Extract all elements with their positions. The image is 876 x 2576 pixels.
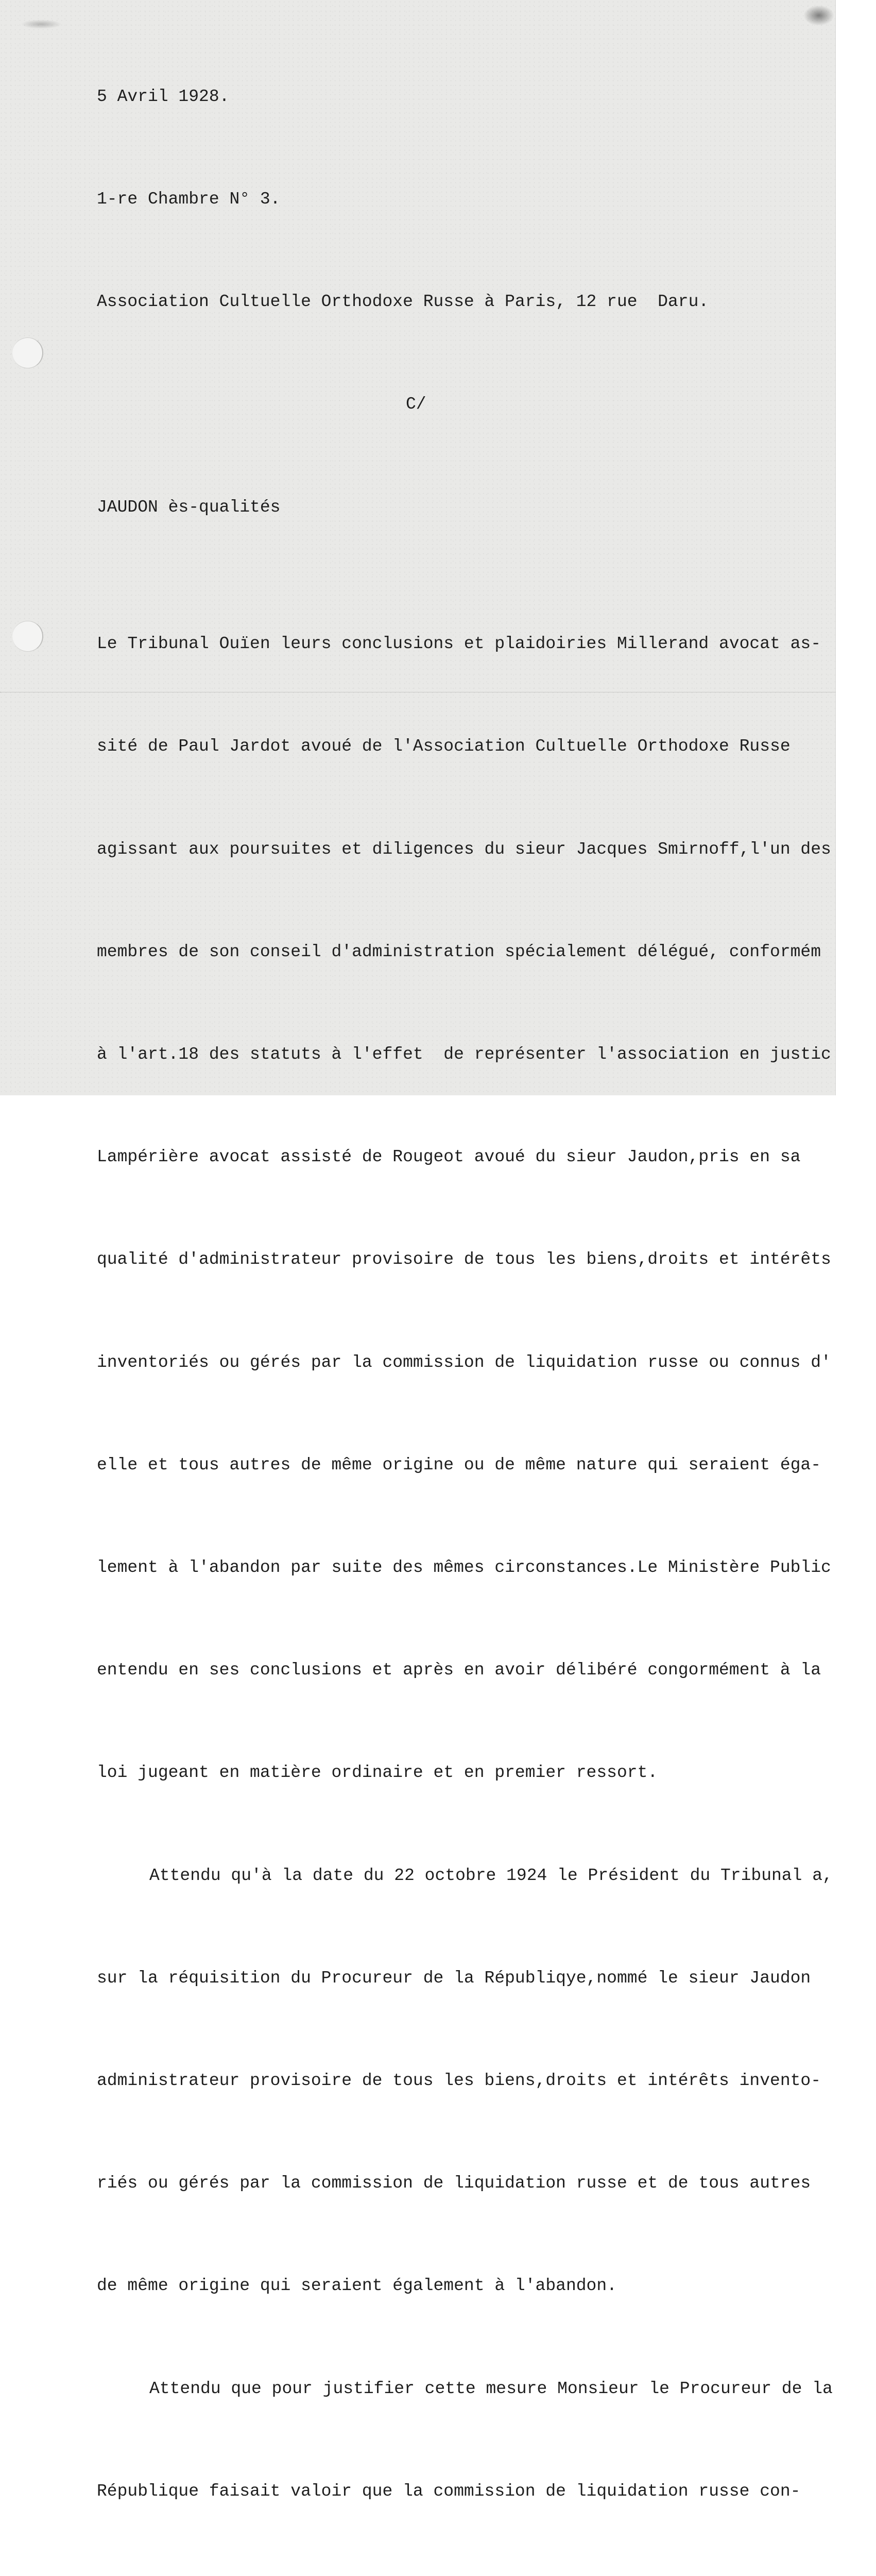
text-line: Le Tribunal Ouïen leurs conclusions et plaidoiries Millerand avocat as- [97, 634, 821, 654]
punch-hole [12, 337, 43, 368]
text-line: riés ou gérés par la commission de liquidation russe et de tous autres [97, 2174, 811, 2193]
text-line: inventoriés ou gérés par la commission de liquidation russe ou connus d' [97, 1352, 831, 1372]
text-line: sité de Paul Jardot avoué de l'Association Cultuelle Orthodoxe Russe [97, 737, 791, 756]
text-line: qualité d'administrateur provisoire de tous les biens,droits et intérêts [97, 1250, 831, 1269]
chamber-number: 1-re Chambre N° 3. [97, 190, 281, 209]
punch-hole [12, 621, 43, 652]
scan-margin [835, 0, 876, 1095]
text-line: loi jugeant en matière ordinaire et en premier ressort. [97, 1763, 658, 1783]
text-line: Lampérière avocat assisté de Rougeot avoué du sieur Jaudon,pris en sa [97, 1147, 801, 1167]
ink-smudge [21, 20, 62, 29]
text-line: à l'art.18 des statuts à l'effet de représenter l'association en justic [97, 1045, 831, 1064]
text-line: lement à l'abandon par suite des mêmes circonstances.Le Ministère Public [97, 1558, 831, 1578]
text-line: agissant aux poursuites et diligences du sieur Jacques Smirnoff,l'un des [97, 839, 831, 859]
versus-mark: C/ [406, 395, 426, 414]
defendant-name: JAUDON ès-qualités [97, 497, 281, 517]
text-line: entendu en ses conclusions et après en avoir délibéré congormément à la [97, 1660, 821, 1680]
text-line: membres de son conseil d'administration spécialement délégué, conformém [97, 942, 821, 961]
document-date: 5 Avril 1928. [97, 87, 230, 106]
text-line: de même origine qui seraient également à l'abandon. [97, 2276, 617, 2296]
text-line: sur la réquisition du Procureur de la Républiqye,nommé le sieur Jaudon [97, 1968, 811, 1988]
text-line: République faisait valoir que la commission de liquidation russe con- [97, 2481, 801, 2501]
text-line: administrateur provisoire de tous les biens,droits et intérêts invento- [97, 2071, 821, 2091]
plaintiff-name: Association Cultuelle Orthodoxe Russe à Paris, 12 rue Daru. [97, 292, 709, 312]
text-line: elle et tous autres de même origine ou de même nature qui seraient éga- [97, 1455, 821, 1475]
text-line: Attendu que pour justifier cette mesure Monsieur le Procureur de la [149, 2379, 833, 2398]
text-line: Attendu qu'à la date du 22 octobre 1924 le Président du Tribunal a, [149, 1866, 833, 1885]
typed-text [97, 11, 835, 2576]
